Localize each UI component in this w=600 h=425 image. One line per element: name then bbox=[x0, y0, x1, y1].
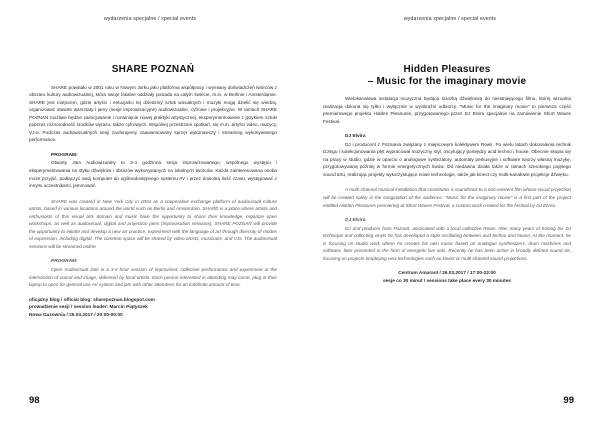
program-label-english: PROGRAM: bbox=[51, 259, 78, 265]
bio-label-english: DJ Elvira bbox=[345, 218, 366, 224]
page-number: 99 bbox=[563, 395, 574, 406]
program-label-polish: PROGRAM: bbox=[51, 152, 78, 158]
session-leader: prowadzenie sesji / session leader: Marcin Piątyszek bbox=[29, 305, 148, 311]
left-page-body bbox=[29, 64, 277, 319]
page-header: wydarzenia specjalne / special events bbox=[403, 16, 497, 22]
intro-polish: Wielokanałowa instalacja muzyczna będąca ścieżką dźwiękową do nieistniejącego filmu, której wizualna realizacja dokona się tylko i wyłącznie w wyobraźni odbiorcy. "Music for the imaginary movie" to pierwsza część premierowego projektu Hidden Pleasures, przygotowanego przez DJ Elvira specjalnie na zamówienie Short Waves Festival. bbox=[323, 96, 571, 124]
session-schedule: sesje co 30 minut / sessions take place every 30 minutes bbox=[382, 278, 512, 284]
program-polish: Otwarty Jam Audiowizualny to 3-4 godzinna sesja improwizowanego, wspólnego występu i eksperymentowania na styku dźwięków i obrazów wykonywanych na lokalnych twórców. Każda zainteresowana osoba może przyjść, podłączyć swój komputer do ogólnodostępnego systemu AV i przez dowolną ilość czasu, występować z innymi uczestnikami, jammować. bbox=[29, 160, 277, 189]
bio-polish: DJ i producent z Poznania związany z miejscowym kolektywem Rewir. Po wielu latach dokonalenia technik DJingu i kolekcjonowania płyt wypracował muzyczny styl, oscylujący pomiędzy acid techno i house. Obecnie skupia się na pracy w studio, gdzie w oparciu o analogowe syntezatory, automaty perkusyjne i software tworzy własną muzykę, przygotowywaną później w formie energetycznych liwów. Od niedawna działa także w ramach szerokiego pojętego sound artu, realizując projekty wykorzystujące nowe technologie, także jak kinect czy multi-kanałowe projekcje dźwięku. bbox=[323, 141, 571, 177]
intro-english: SHARE was created in New York City in 2001 as a cooperative exchange platform of audiovisual culture artists, based in various locations around the world such as Berlin and Amsterdam. SHARE is a place where artists and enthusiasts of this visual arts domain and music have the opportunity to share their knowledge, organize open workshops, as well as audiovisual, digital and projection jams (improvisation sessions). SHARE POZNAŃ will provide the opportunity to initiate and develop a new art practice, experiment with the language of art through diversity of modes of expression, including digital. The common space will be shared by video artists, musicians, and VJs. The audiovisual sessions will be streamed online. bbox=[29, 198, 277, 249]
page-title: SHARE POZNAŃ bbox=[111, 64, 195, 75]
page-title bbox=[323, 64, 571, 87]
page-header: wydarzenia specjalne / special events bbox=[103, 16, 197, 22]
event-info bbox=[323, 270, 571, 285]
bio-english: DJ and producer from Poznań, associated with a local collective Rewir. After many years of honing his DJ technique and collecting vinyls he has developed a style oscillating between acid techno and house. At the moment, he is focusing on studio work where he creates his own music based on analogue synthesizers, drum machines and software, later presented in the form of energetic live sets. Recently he has been active in broadly defined sound art, focusing on projects employing new technologies such as kinect or multi-channel sound projections. bbox=[323, 225, 571, 261]
event-venue-date: Nowa Gazownia / 25.03.2017 / 20:00-00:00 bbox=[29, 312, 123, 318]
right-page-body bbox=[323, 64, 571, 286]
title-line-1: Hidden Pleasures bbox=[403, 64, 491, 75]
bio-label-polish: DJ Elvira bbox=[345, 134, 366, 140]
intro-polish: SHARE powstało w 2001 roku w Nowym Jorku jako platforma współpracy i wymiany doświadczeń twórców z obszaru kultury audiowizualnej, która swoje lokalne oddziały posiada na całym świecie, m.in. w Berlinie i Amsterdamie. SHARE jest miejscem, gdzie artyści i entuzjaści tej dziedziny sztuk wizualnych i muzyki mogą dzielić się wiedzą, organizować otwarte warsztaty i jamy (sesje improwizacyjne) audiowizualne, cyfrowe i projekcyjne. W ramach SHARE POZNAŃ możliwe będzie zainicjowanie i rozwinięcie nowej praktyki artystycznej, eksperymentowanie z językiem sztuki poprzez różnorodność środków wyrazu, także cyfrowych. Wspólnej przestrzeni spotkań, się m.in. artyści video, muzycy, VJ-e. Podczas audiowizualnych sesji zaoferujemy zaawansowany sprzęt wykonawczy i streaming wykonywanego performance. bbox=[29, 84, 277, 143]
event-info bbox=[29, 297, 277, 320]
title-line-2: – Music for the imaginary movie bbox=[367, 75, 527, 87]
right-page bbox=[300, 0, 600, 425]
program-english: Open Audiovisual Jam is a 3-4 hour session of improvised, collective performance and experiment at the intersection of sound and image, delivered by local artists. Each person interested in attending may come, plug in their laptop to open for general use AV system and jam with other attendees for an indefinite amount of time. bbox=[29, 266, 277, 288]
page-number: 98 bbox=[29, 395, 40, 406]
intro-english: A multi-channel musical installation that constitutes a soundtrack to a non-existent film whose visual projection will be created solely in the imagination of the audience. "Music for the imaginary movie" is a first part of the project entitled Hidden Pleasures premiering at Short Waves Festival, a custom work created for the festival by DJ Elvira. bbox=[323, 187, 571, 208]
event-venue-date: Centrum Amarant / 26.03.2017 / 17:00-22:00 bbox=[398, 271, 496, 277]
official-blog: oficjalny blog / official blog: sharepoznan.blogspot.com bbox=[29, 297, 155, 303]
